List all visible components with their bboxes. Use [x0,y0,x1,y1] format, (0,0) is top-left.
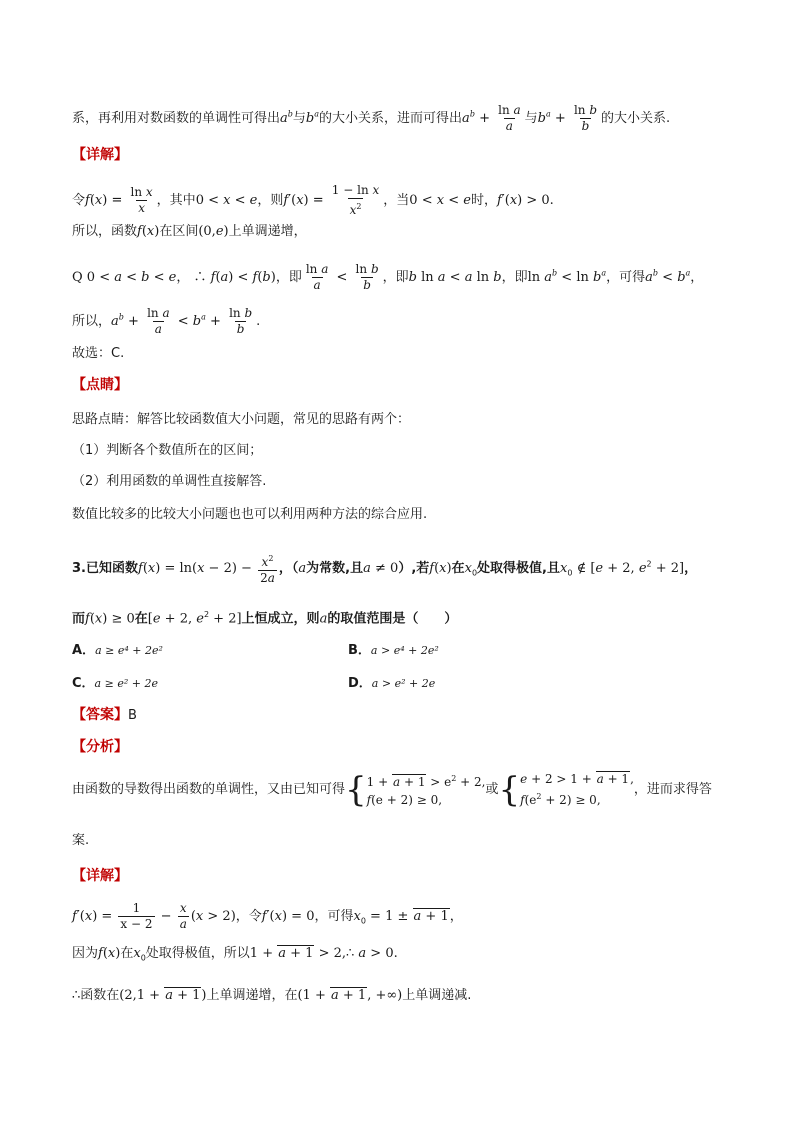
fraction: $\frac{\text{ln x}}{x}$ [130,185,153,215]
text-line: 由函数的导数得出函数的单调性，又由已知可得 { $1 + a + 1 > e^2 + 2$, f(e + 2) ≥ 0, 或 { e + 2 > 1 + a + 1, $f(e^2 + 2) \ge 0$, ，进而求得答 [72,769,712,810]
fraction: $\frac{1}{x - 2}$ [120,901,153,931]
question-stem: 而f(x) ≥ 0在[e + 2, $e^2 + 2$]上恒成立，则a的取值范围是（ ） [72,610,458,627]
text-line: 令f(x) = $\frac{\text{ln x}}{x}$ ，其中0 < x < e，则f′(x) = $\frac{\text{1 − ln x}}{x^2}$ ，当0 < x < e时，f′(x) > 0. [72,183,554,217]
text-line: ∴函数在(2,1 + a + 1)上单调递增，在(1 + a + 1, +∞)上单调递减. [72,988,472,1003]
text-line: 故选：C. [72,346,125,361]
text-line: 案. [72,833,90,848]
fraction: $\frac{x^2}{2a}$ [260,554,275,585]
fraction: $\frac{\text{ln a}}{a}$ [147,306,170,336]
text-line: （2）利用函数的单调性直接解答. [72,474,267,489]
fraction: $\frac{\text{ln b}}{b}$ [229,306,253,336]
option-a: A．a ≥ e⁴ + 2e² [72,643,163,658]
option-d: D．a > e² + 2e [348,676,436,691]
option-b: B．a > e⁴ + 2e² [348,643,439,658]
section-heading: 【点睛】 [72,377,128,393]
fraction: $\frac{\text{ln a}}{a}$ [305,262,329,292]
fraction: $\frac{\text{ln a}}{a}$ [498,103,521,133]
section-heading: 【分析】 [72,739,128,755]
equation-system: { $1 + a + 1 > e^2 + 2$, f(e + 2) ≥ 0, [345,769,486,810]
text-line: 所以，函数f(x)在区间(0,e)上单调递增， [72,224,307,239]
fraction: $\frac{x}{a}$ [179,901,187,931]
option-c: C．a ≥ e² + 2e [72,676,158,691]
text-line: （1）判断各个数值所在的区间； [72,443,263,458]
text-line: 数值比较多的比较大小问题也也可以利用两种方法的综合应用. [72,507,428,522]
fraction: $\frac{\text{ln b}}{b}$ [355,262,379,292]
section-heading: 【详解】 [72,868,128,884]
equation-system: { e + 2 > 1 + a + 1, $f(e^2 + 2) \ge 0$, [498,769,634,810]
question-stem: 3.已知函数f(x) = ln(x − 2) − $\frac{x^2}{2a}$ ，（a为常数,且a ≠ 0）,若f(x)在$x_0$处取得极值,且$x_0$ ∉ [e + 2, $e^2 + 2$]， [72,551,697,586]
answer-line: 【答案】B [72,707,137,723]
section-heading: 【详解】 [72,147,128,163]
text-line: Q 0 < a < b < e， ∴ f(a) < f(b)，即 $\frac{\text{ln a}}{a}$ < $\frac{\text{ln b}}{b}$ ，即b ln a < a ln b，即$\ln a^b < \ln b^a$，可得$a^b < b^a$， [72,262,704,292]
text-line: 所以，$a^b$ + $\frac{\text{ln a}}{a}$ < $b^a$ + $\frac{\text{ln b}}{b}$ . [72,306,261,336]
text-line: 思路点睛：解答比较函数值大小问题，常见的思路有两个： [72,412,411,427]
text-line: 系，再利用对数函数的单调性可得出$a^b$与$b^a$的大小关系，进而可得出$a^b$ + $\frac{\text{ln a}}{a}$ 与$b^a$ + $\frac{\text{ln b}}{b}$ 的大小关系. [72,103,671,133]
text-line: f′(x) = $\frac{1}{x - 2}$ − $\frac{x}{a}$ (x > 2)，令f′(x) = 0，可得$x_0 = 1 \pm a + 1$， [72,901,463,931]
fraction: $\frac{\text{ln b}}{b}$ [573,103,598,133]
text-line: 因为f(x)在$x_0$处取得极值，所以1 + a + 1 > 2,∴ a > 0. [72,946,398,963]
fraction: $\frac{\text{1 − ln x}}{x^2}$ [331,183,380,217]
